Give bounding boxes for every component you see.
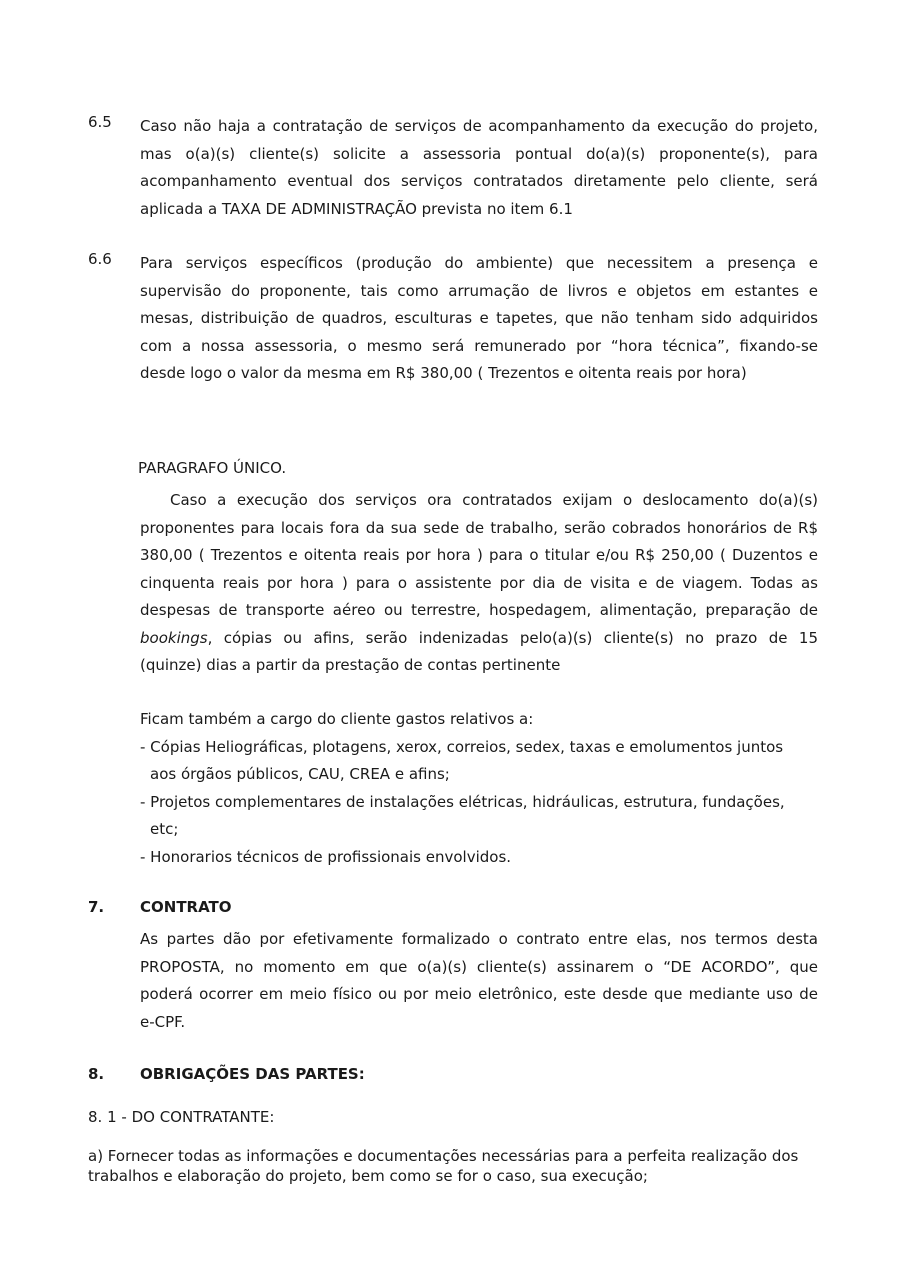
paragrafo-unico-title: PARAGRAFO ÚNICO. xyxy=(138,459,287,477)
paragraph-line: a) Fornecer todas as informações e documentações necessárias para a perfeita realização dos xyxy=(88,1147,799,1165)
section-8-title: OBRIGAÇÕES DAS PARTES: xyxy=(140,1065,365,1083)
list-item: - Honorarios técnicos de profissionais envolvidos. xyxy=(140,847,512,866)
paragraph-line: desde logo o valor da mesma em R$ 380,00 ( Trezentos e oitenta reais por hora) xyxy=(140,364,747,382)
paragraph-line: Caso a execução dos serviços ora contratados exijam o deslocamento do(a)(s) xyxy=(170,491,818,509)
list-item: - Projetos complementares de instalações elétricas, hidráulicas, estrutura, fundações, xyxy=(140,792,785,811)
paragraph-line: proponentes para locais fora da sua sede de trabalho, serão cobrados honorários de R$ xyxy=(140,518,818,537)
paragrafo-unico-text xyxy=(140,487,818,680)
list-item-continuation: etc; xyxy=(150,820,179,838)
paragraph-line: cinquenta reais por hora ) para o assistente por dia de visita e de viagem. Todas as xyxy=(140,573,818,592)
section-8-1-heading: 8. 1 - DO CONTRATANTE: xyxy=(88,1108,275,1126)
paragraph-line: com a nossa assessoria, o mesmo será remunerado por “hora técnica”, fixando-se xyxy=(140,336,818,355)
section-7-text xyxy=(140,926,818,1036)
section-6-6-number: 6.6 xyxy=(88,250,112,268)
section-8-number: 8. xyxy=(88,1065,105,1083)
section-6-6-text xyxy=(140,250,818,388)
list-item: - Cópias Heliográficas, plotagens, xerox, correios, sedex, taxas e emolumentos juntos xyxy=(140,737,784,756)
paragraph-line: Caso não haja a contratação de serviços de acompanhamento da execução do projeto, xyxy=(140,117,818,135)
paragraph-line: supervisão do proponente, tais como arrumação de livros e objetos em estantes e xyxy=(140,281,818,300)
paragraph-line: Para serviços específicos (produção do ambiente) que necessitem a presença e xyxy=(140,254,818,272)
list-item-continuation: aos órgãos públicos, CAU, CREA e afins; xyxy=(150,765,450,783)
section-7-number: 7. xyxy=(88,898,105,916)
bookings-italic: bookings xyxy=(140,628,208,647)
paragraph-line: acompanhamento eventual dos serviços contratados diretamente pelo cliente, será xyxy=(140,172,818,190)
section-8-1-item-a xyxy=(88,1146,818,1186)
section-6-5-text xyxy=(140,113,818,223)
gastos-list xyxy=(140,706,818,871)
paragraph-line-rest: , cópias ou afins, serão indenizadas pelo(a)(s) cliente(s) no prazo de 15 xyxy=(207,628,818,647)
paragraph-line: trabalhos e elaboração do projeto, bem como se for o caso, sua execução; xyxy=(88,1167,648,1185)
paragraph-line: poderá ocorrer em meio físico ou por meio eletrônico, este desde que mediante uso de xyxy=(140,985,818,1003)
paragraph-line: As partes dão por efetivamente formalizado o contrato entre elas, nos termos desta xyxy=(140,930,818,948)
paragraph-line: aplicada a TAXA DE ADMINISTRAÇÃO prevista no item 6.1 xyxy=(140,199,573,218)
paragraph-line xyxy=(140,625,818,653)
paragraph-line: PROPOSTA, no momento em que o(a)(s) cliente(s) assinarem o “DE ACORDO”, que xyxy=(140,957,818,976)
gastos-intro: Ficam também a cargo do cliente gastos relativos a: xyxy=(140,710,534,728)
paragraph-line: e-CPF. xyxy=(140,1012,186,1031)
paragraph-line: 380,00 ( Trezentos e oitenta reais por hora ) para o titular e/ou R$ 250,00 ( Duzentos e xyxy=(140,546,818,564)
paragraph-line: mesas, distribuição de quadros, esculturas e tapetes, que não tenham sido adquiridos xyxy=(140,309,818,327)
paragraph-line: mas o(a)(s) cliente(s) solicite a assessoria pontual do(a)(s) proponente(s), para xyxy=(140,144,818,163)
paragraph-line: (quinze) dias a partir da prestação de contas pertinente xyxy=(140,656,561,674)
paragraph-line: despesas de transporte aéreo ou terrestre, hospedagem, alimentação, preparação de xyxy=(140,601,818,619)
section-6-5-number: 6.5 xyxy=(88,113,112,131)
section-7-title: CONTRATO xyxy=(140,898,232,916)
